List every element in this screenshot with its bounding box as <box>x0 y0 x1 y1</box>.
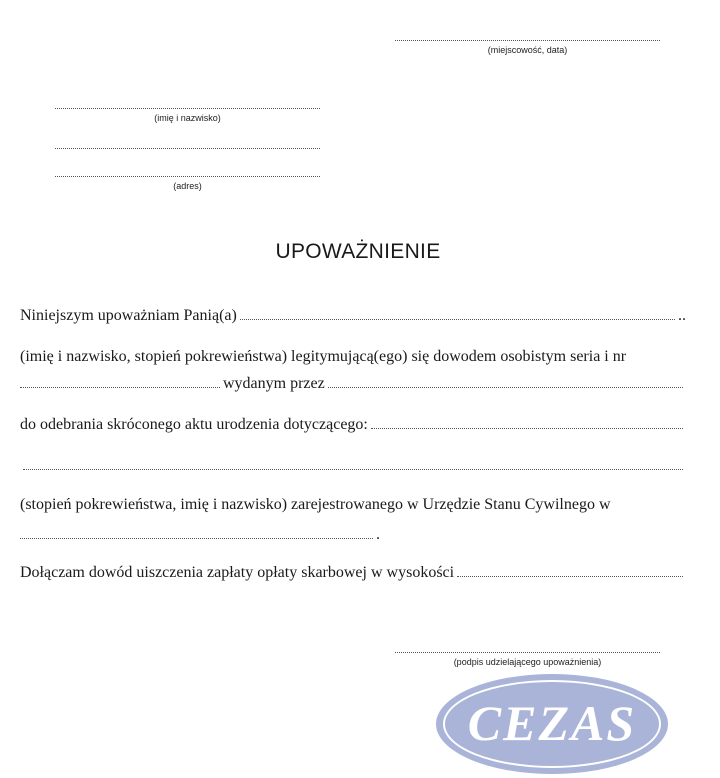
body-text: .. <box>678 307 686 324</box>
name-label: (imię i nazwisko) <box>154 113 221 123</box>
birth-record-person-field[interactable] <box>371 428 683 429</box>
body-line-3 <box>20 373 686 393</box>
signature-field[interactable] <box>395 652 660 653</box>
body-line-1 <box>20 305 686 325</box>
body-line-7 <box>20 524 380 544</box>
body-text: Niniejszym upoważniam Panią(a) <box>20 307 237 324</box>
fee-amount-field[interactable] <box>457 576 683 577</box>
registry-office-field[interactable] <box>20 538 373 539</box>
address-field-1[interactable] <box>55 148 320 149</box>
cezas-stamp <box>436 674 668 774</box>
place-date-field[interactable] <box>395 40 660 41</box>
body-line-2 <box>20 346 686 366</box>
document-title: UPOWAŻNIENIE <box>275 240 441 263</box>
body-line-6 <box>20 494 686 514</box>
body-text: wydanym przez <box>223 375 325 392</box>
birth-record-person-field-2[interactable] <box>23 469 683 470</box>
authorized-person-field[interactable] <box>240 319 675 320</box>
name-field[interactable] <box>55 108 320 109</box>
body-text: (imię i nazwisko, stopień pokrewieństwa) legitymującą(ego) się dowodem osobistym seria i nr <box>20 348 627 365</box>
place-date-label: (miejscowość, data) <box>487 45 568 55</box>
body-text: do odebrania skróconego aktu urodzenia dotyczącego: <box>20 416 368 433</box>
body-line-8 <box>20 562 686 582</box>
body-text: . <box>376 526 380 543</box>
body-line-5 <box>20 455 686 475</box>
issued-by-field[interactable] <box>328 387 683 388</box>
stamp-logo-text: CEZAS <box>467 695 637 751</box>
body-text: Dołączam dowód uiszczenia zapłaty opłaty skarbowej w wysokości <box>20 564 455 581</box>
signature-label: (podpis udzielającego upoważnienia) <box>453 657 602 667</box>
address-field-2[interactable] <box>55 176 320 177</box>
id-number-field[interactable] <box>20 387 220 388</box>
body-line-4 <box>20 414 686 434</box>
address-label: (adres) <box>173 181 202 191</box>
body-text: (stopień pokrewieństwa, imię i nazwisko) zarejestrowanego w Urzędzie Stanu Cywilnego w <box>20 496 611 513</box>
